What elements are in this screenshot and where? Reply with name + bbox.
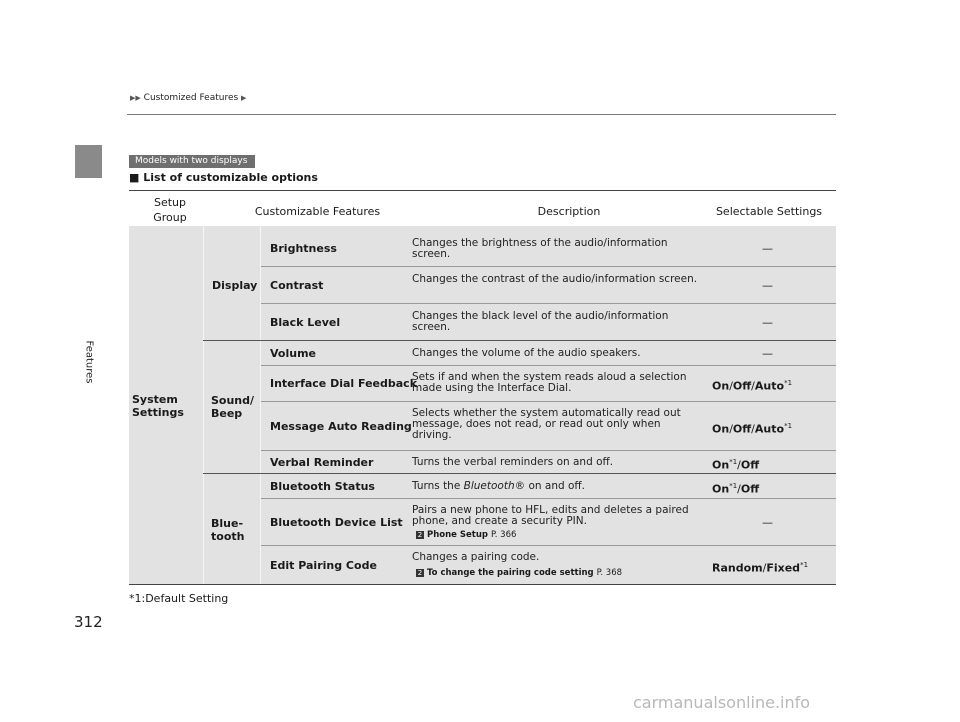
desc-pairing: Changes a pairing code. [412,551,540,563]
header-features: Customizable Features [254,205,381,218]
desc-black-level: Changes the black level of the audio/information screen. [412,310,669,333]
row-divider [261,498,836,499]
section-title-text: List of customizable options [143,171,318,184]
feature-bt-status: Bluetooth Status [270,480,375,493]
feature-black-level: Black Level [270,316,341,329]
reference-arrow-icon: 2 [417,530,423,539]
setting-black-level: — [762,316,773,329]
subgroup-bluetooth: Blue- tooth [211,517,245,543]
reference-arrow-icon: 2 [417,568,423,577]
row-divider [261,303,836,304]
subgroup-sound: Sound/ Beep [211,394,255,420]
header-settings: Selectable Settings [715,205,823,218]
setting-contrast: — [762,279,773,292]
feature-verbal: Verbal Reminder [270,456,374,469]
desc-brightness: Changes the brightness of the audio/information screen. [412,237,668,260]
col-divider [260,226,261,584]
col-divider [203,226,204,584]
setting-volume: — [762,347,773,360]
footnote: *1:Default Setting [129,592,229,605]
setting-bt-status: On$^{*1}$/Off [712,482,760,496]
setting-dial-feedback: On/Off/Auto$^{*1}$ [712,379,793,393]
table-top-rule [129,190,836,191]
model-badge: Models with two displays [129,155,255,168]
feature-msg-reading: Message Auto Reading [270,420,412,433]
feature-brightness: Brightness [270,242,337,255]
feature-contrast: Contrast [270,279,324,292]
row-divider [261,401,836,402]
header-description: Description [537,205,601,218]
row-divider [261,365,836,366]
setting-pairing: Random/Fixed$^{*1}$ [712,561,809,575]
breadcrumb-arrow-icon: ▶ [241,94,247,102]
page-number: 312 [74,613,103,631]
breadcrumb-arrow-icon: ▶▶ [130,94,141,102]
table-bottom-rule [129,584,836,585]
setting-brightness: — [762,242,773,255]
desc-msg-reading: Selects whether the system automatically read out message, does not read, or read out only when driving. [412,407,681,441]
subgroup-divider [203,340,836,341]
desc-dial-feedback: Sets if and when the system reads aloud a selection made using the Interface Dial. [412,371,687,394]
breadcrumb [130,93,246,103]
feature-volume: Volume [270,347,316,360]
setting-bt-list: — [762,516,773,529]
feature-dial-feedback: Interface Dial Feedback [270,377,418,390]
section-title [129,171,318,184]
row-divider [261,545,836,546]
row-divider [261,266,836,267]
breadcrumb-text: Customized Features [143,93,239,103]
ref-pairing-setting[interactable]: 2 To change the pairing code setting P. 368 [417,568,623,578]
feature-pairing: Edit Pairing Code [270,559,377,572]
desc-bt-list: Pairs a new phone to HFL, edits and deletes a paired phone, and create a security PIN. [412,504,689,527]
chapter-label: Features [83,340,95,384]
chapter-tab [75,145,102,178]
ref-phone-setup[interactable]: 2 Phone Setup P. 366 [417,530,517,540]
subgroup-divider [203,473,836,474]
group-system-settings: System Settings [132,393,184,419]
setting-msg-reading: On/Off/Auto$^{*1}$ [712,422,793,436]
row-divider [261,450,836,451]
setting-verbal: On$^{*1}$/Off [712,458,760,472]
desc-volume: Changes the volume of the audio speakers. [412,347,641,359]
header-setup-group: Setup Group [153,196,187,224]
desc-bt-status: Turns the Bluetooth® on and off. [412,480,585,492]
square-bullet-icon: ■ [129,171,140,184]
subgroup-display: Display [212,279,258,292]
watermark: carmanualsonline.info [633,693,811,712]
feature-bt-list: Bluetooth Device List [270,516,403,529]
desc-contrast: Changes the contrast of the audio/information screen. [412,273,698,285]
desc-verbal: Turns the verbal reminders on and off. [412,456,614,468]
header-divider [127,114,836,115]
